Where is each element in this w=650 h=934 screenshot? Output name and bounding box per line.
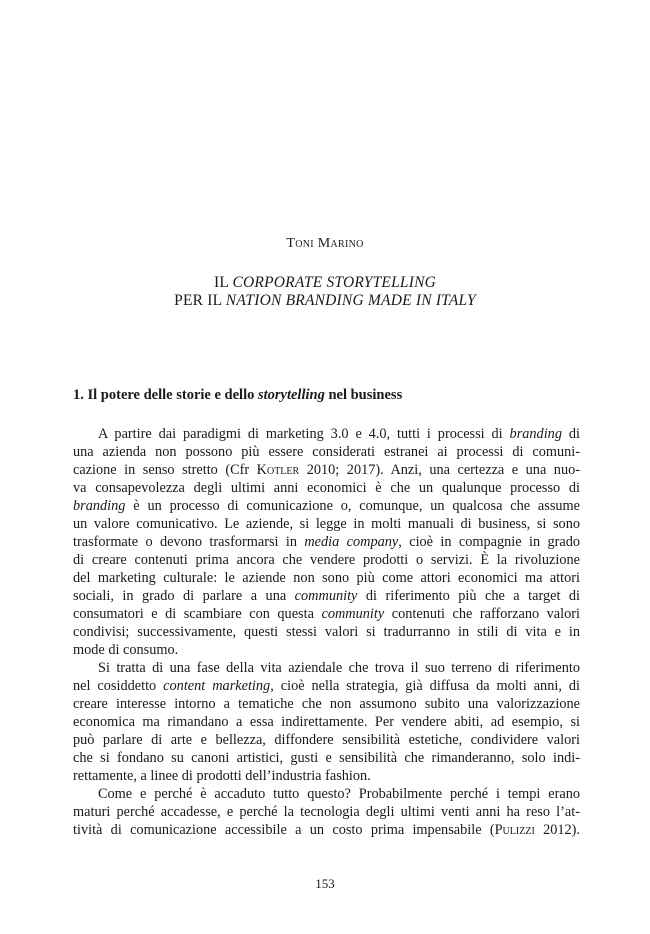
paragraph: [73, 659, 580, 785]
section-heading: 1. Il potere delle storie e dello storytelling nel business: [73, 387, 403, 403]
text-line: sociali, in grado di parlare a una community di riferimento più che a target di: [73, 588, 581, 604]
page-number: 153: [315, 876, 335, 891]
italic-term: content marketing: [163, 678, 271, 694]
text-line: A partire dai paradigmi di marketing 3.0 e 4.0, tutti i processi di branding di: [98, 426, 580, 442]
italic-term: branding: [73, 498, 126, 514]
text-line: maturi perché accadesse, e perché la tecnologia degli ultimi venti anni ha reso l’at-: [73, 804, 580, 820]
text-line: branding è un processo di comunicazione o, comunque, un qualcosa che assume: [73, 498, 580, 514]
text-line: cazione in senso stretto (Cfr Kotler 2010; 2017). Anzi, una certezza e una nuo-: [73, 462, 581, 478]
text-line: può parlare di arte e bellezza, diffondere sensibilità estetiche, condividere valori: [73, 732, 580, 748]
italic-term: media company: [304, 534, 399, 550]
body-text: [73, 425, 580, 839]
text-line: Come e perché è accaduto tutto questo? Probabilmente perché i tempi erano: [98, 786, 580, 802]
italic-term: community: [294, 588, 358, 604]
italic-term: community: [321, 606, 385, 622]
paragraph: [73, 425, 580, 659]
paragraph: [73, 785, 580, 839]
text-line: mode di consumo.: [73, 642, 179, 658]
text-line: Si tratta di una fase della vita aziendale che trova il suo terreno di riferimento: [98, 660, 580, 676]
text-line: trasformate o devono trasformarsi in media company, cioè in compagnie in grado: [73, 534, 581, 550]
text-line: che si fondano su canoni artistici, gusti e sensibilità che rimanderanno, solo indi-: [73, 750, 580, 766]
text-line: una azienda non possono più essere considerati estranei ai processi di comuni-: [73, 444, 580, 460]
citation-author: Pulizzi: [494, 822, 535, 838]
text-line: del marketing culturale: le aziende non sono più come attori economici ma attori: [73, 570, 580, 586]
text-line: economica ma rimandano a essa indirettamente. Per vendere abiti, ad esempio, si: [73, 714, 580, 730]
text-line: di creare contenuti prima ancora che vendere prodotti o servizi. È la rivoluzione: [73, 552, 580, 568]
text-line: condivisi; successivamente, questi stessi valori si tradurranno in stili di vita e in: [73, 624, 580, 640]
chapter-title-line-2: PER IL NATION BRANDING MADE IN ITALY: [174, 292, 476, 309]
chapter-title-line-1: IL CORPORATE STORYTELLING: [213, 274, 437, 291]
chapter-title: [0, 274, 650, 310]
chapter-author: Toni Marino: [286, 236, 364, 251]
text-line: tività di comunicazione accessibile a un costo prima impensabile (Pulizzi 2012).: [73, 822, 581, 838]
text-line: consumatori e di scambiare con questa community contenuti che rafforzano valori: [73, 606, 580, 622]
text-line: un valore comunicativo. Le aziende, si legge in molti manuali di business, si sono: [73, 516, 580, 532]
citation-author: Kotler: [256, 462, 300, 478]
text-line: rettamente, a linee di prodotti dell’industria fashion.: [73, 768, 371, 784]
italic-term: branding: [509, 426, 562, 442]
text-line: nel cosiddetto content marketing, cioè nella strategia, già diffusa da molti anni, di: [73, 678, 580, 694]
text-line: va consapevolezza degli ultimi anni economici è che un qualunque processo di: [73, 480, 580, 496]
text-line: creare interesse intorno a tematiche che non assumono subito una valorizzazione: [73, 696, 580, 712]
